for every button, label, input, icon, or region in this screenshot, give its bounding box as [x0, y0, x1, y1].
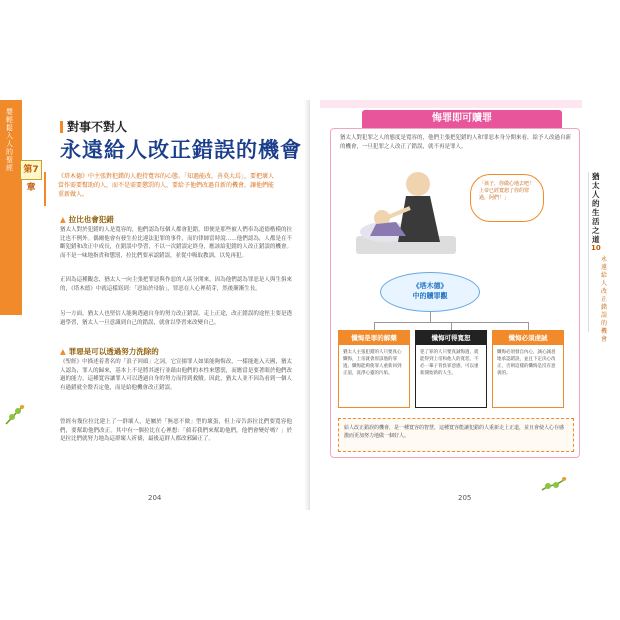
section-kicker: 對事不對人 — [60, 118, 127, 135]
left-page — [0, 100, 310, 510]
left-side-tab-text: 嬰輕鬆入人的聖經 — [6, 108, 13, 172]
chapter-badge: 第7章 — [20, 160, 42, 180]
rabbi-illustration-icon — [346, 156, 466, 266]
section-body-2: 《聖經》中描述着著名的「浪子回頭」之詞，它宣揚罪人如果能夠悔改，一樣能進入天國，猶太人認為，罪人的歸來，基本上不是將其逐行並藉由他們的本性來懲罰，而應當是要著眼於他們改過的能力，這種寬容讓罪人可以透過自身的努力而得到救贖。因此，猶太人並不因為看到一個人有過錯就全盤否定他，而是給他機會改正錯誤。 — [60, 359, 292, 391]
intro-text: 《塔木德》中主張對犯錯的人抱持寬容的心態。「知過能改，善莫大焉」，要把壞人當作需要幫助的人，而不是需要懲罰的人，要給予他們改過自新的機會，讓他們能重新做人。 — [44, 172, 274, 206]
summary-box: 給人改正錯誤的機會，是一種寬容的智慧，這種寬容能讓犯錯的人重新走上正道，並且會使人心存感激而更加努力地做一個好人。 — [338, 418, 574, 452]
vine-ornament-icon — [540, 470, 568, 498]
section-heading-1: ▲ 拉比也會犯錯 — [60, 215, 114, 224]
column-body-1: 猶太人主張犯錯的人只要真心懺悔，上帝就會原諒他的罪過。懺悔能夠使罪人重新回到正道，洗淨心靈的污垢。 — [343, 350, 402, 376]
section-body-1b: 正因為這種觀念，猶太人一向主張把罪惡與作惡的人區分開來，因為他們認為罪惡是人與生俱來的，《塔木德》中就這樣寫到：「惡始於母胎」，罪惡在人心裡萌芽，然後漸漸生長。 — [60, 277, 292, 292]
left-side-tab — [0, 100, 22, 315]
page-title: 永遠給人改正錯誤的機會 — [60, 138, 302, 162]
right-side-subtitle: 永遠給人改正錯誤的機會 — [601, 256, 608, 343]
triangle-icon: ▲ — [60, 215, 66, 224]
right-side-title: 猶太人的生活之道 — [592, 172, 600, 244]
section-body-1c: 另一方面，猶太人也堅信人能夠透過自身的努力改正錯誤，走上正途，改正錯誤的途徑主要是透過學習，猶太人一旦意識到自己的錯誤，就會以學習來改變自己。 — [60, 311, 292, 326]
column-head-3: 懺悔必須虔誠 — [493, 331, 563, 345]
connector — [528, 322, 529, 330]
oval-line-1: 《塔木德》 — [412, 282, 448, 290]
speech-bubble: 「孩子，你做心地去吧！上帝已經寬恕了你的罪過，阿們！」 — [470, 174, 544, 222]
column-card-2 — [415, 330, 487, 408]
concept-oval — [380, 272, 480, 312]
right-page — [310, 100, 620, 510]
oval-line-2: 中的贖罪觀 — [412, 292, 448, 300]
page-number-left: 204 — [148, 494, 162, 502]
column-card-3 — [492, 330, 564, 408]
right-intro: 猶太人對犯罪之人的態度是寬容的，他們主張把犯錯的人和罪惡本身分開來看，給予人改過自新的機會，一旦犯罪之人改正了錯誤，就不再是罪人。 — [340, 135, 572, 150]
section-heading-2: ▲ 罪惡是可以透過努力洗除的 — [60, 347, 159, 356]
vine-ornament-icon — [2, 400, 30, 428]
right-side-number: 10 — [591, 244, 601, 252]
right-side-tab — [588, 172, 620, 343]
book-spread — [0, 100, 620, 510]
page-number-right: 205 — [458, 494, 472, 502]
column-head-1: 懺悔是罪的解藥 — [339, 331, 409, 345]
triangle-icon: ▲ — [60, 347, 66, 356]
connector — [451, 322, 452, 330]
column-card-1 — [338, 330, 410, 408]
pink-band — [320, 100, 582, 108]
right-header: 悔罪即可贖罪 — [362, 110, 562, 128]
connector — [430, 312, 431, 322]
column-body-3: 懺悔必須發自內心，誠心誠意地承認錯誤，並且下定決心改正，否則這樣的懺悔是沒有意義的。 — [497, 350, 556, 376]
connector — [374, 322, 375, 330]
section-body-1: 猶太人對於犯錯的人是寬容的，他們認為每個人都會犯錯，即便是那些被人們奉為道德楷模的拉比也不例外。偶爾他會有發生拉比違法犯罪的事件，而約律師當時說……他們認為，人都是在不斷犯錯和改正中成長，在錯誤中學習，不以一次錯誤定終身，應該給犯錯的人改正錯誤的機會。而不是一味地指責和懲罰，拉比們要承認錯誤，並從中吸取教訓，以免再犯。 — [60, 227, 292, 259]
section-body-2b: 曾經有幾位拉比建上了一群壞人，是屬於「無惡不做」型的壞蛋，但上帝告訴拉比們要寬容他們，要幫助他們改正。其中有一個拉比在心裡想：「倘若我們來幫助他們，他們會變好嗎？」於是拉比們就努力地為這群壞人祈禱，最後這群人都改邪歸正了。 — [60, 419, 292, 443]
column-head-2: 懺悔可得寬恕 — [416, 331, 486, 345]
column-body-2: 犯了罪的人只要真誠悔過，就能得到上帝和他人的寬恕，不必一輩子背負罪惡感，可以重新開始新的人生。 — [420, 350, 479, 376]
